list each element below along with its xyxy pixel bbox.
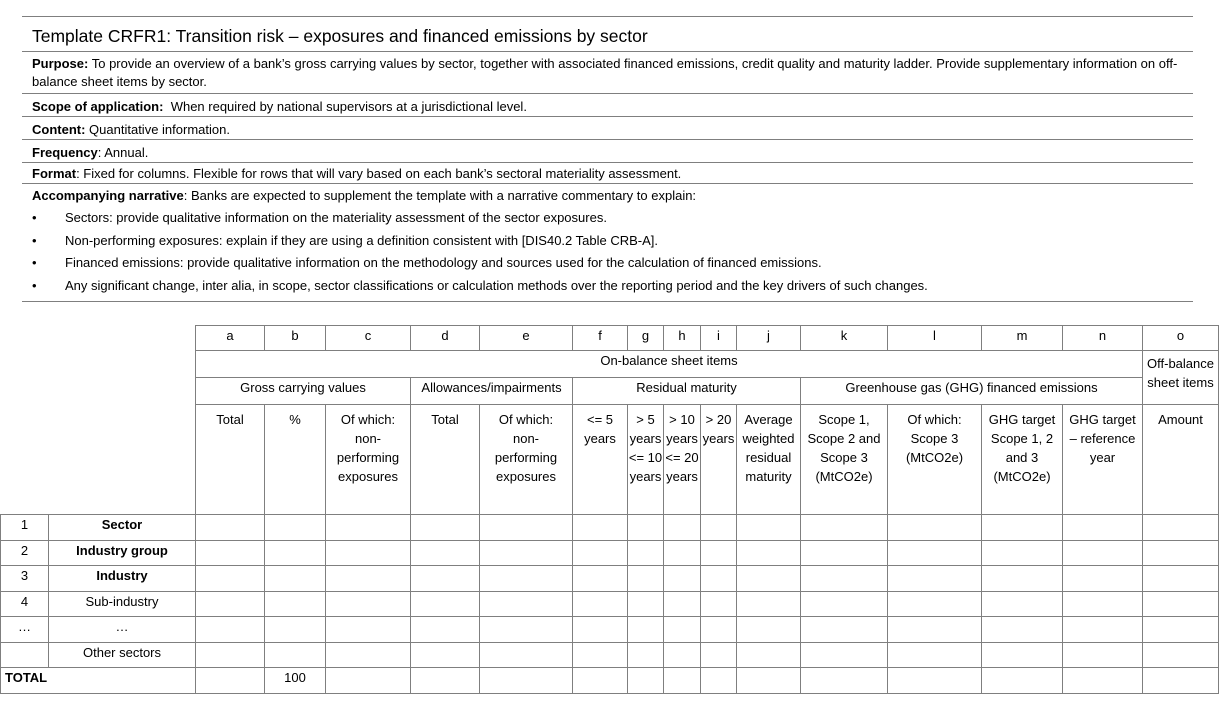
bullet-item — [32, 252, 1183, 275]
content-row — [22, 117, 1193, 140]
header-l: Of which: Scope 3 (MtCO2e) — [888, 405, 982, 515]
row-number: 3 — [1, 566, 49, 592]
cell-k[interactable] — [801, 668, 888, 694]
cell-k[interactable] — [801, 642, 888, 668]
cell-i[interactable] — [701, 540, 737, 566]
purpose-label: Purpose: — [32, 56, 89, 71]
cell-f[interactable] — [573, 591, 628, 617]
table-row — [1, 591, 1219, 617]
cell-i[interactable] — [701, 668, 737, 694]
col-letter-n: n — [1063, 326, 1143, 351]
cell-i[interactable] — [701, 591, 737, 617]
cell-o[interactable] — [1143, 617, 1219, 643]
col-letter-j: j — [737, 326, 801, 351]
cell-l[interactable] — [888, 591, 982, 617]
cell-m[interactable] — [982, 515, 1063, 541]
col-letter-h: h — [664, 326, 701, 351]
group-header-row — [1, 378, 1219, 405]
cell-k[interactable] — [801, 591, 888, 617]
narrative-bullets — [32, 207, 1183, 297]
cell-i[interactable] — [701, 515, 737, 541]
header-o: Amount — [1143, 405, 1219, 515]
allowances-header: Allowances/impairments — [411, 378, 573, 405]
cell-l[interactable] — [888, 617, 982, 643]
cell-b[interactable] — [265, 591, 326, 617]
narrative-row — [22, 184, 1193, 302]
purpose-row — [22, 52, 1193, 94]
cell-g[interactable] — [628, 617, 664, 643]
bullet-item — [32, 230, 1183, 253]
cell-e[interactable] — [480, 668, 573, 694]
col-letter-l: l — [888, 326, 982, 351]
cell-f[interactable] — [573, 566, 628, 592]
cell-m[interactable] — [982, 668, 1063, 694]
cell-j[interactable] — [737, 617, 801, 643]
cell-n[interactable] — [1063, 668, 1143, 694]
cell-n[interactable] — [1063, 566, 1143, 592]
total-row — [1, 668, 1219, 694]
header-m: GHG target Scope 1, 2 and 3 (MtCO2e) — [982, 405, 1063, 515]
row-number: 4 — [1, 591, 49, 617]
col-letter-m: m — [982, 326, 1063, 351]
col-letter-f: f — [573, 326, 628, 351]
scope-text: When required by national supervisors at a jurisdictional level. — [163, 99, 527, 114]
bullet-dot: • — [32, 210, 37, 225]
off-balance-header: Off-balance sheet items — [1143, 351, 1219, 405]
cell-h[interactable] — [664, 566, 701, 592]
cell-b[interactable] — [265, 566, 326, 592]
cell-n[interactable] — [1063, 540, 1143, 566]
purpose-text: To provide an overview of a bank’s gross carrying values by sector, together with associated financed emissions, credit quality and maturity ladder. Provide supplementary information on off-balance sheet items by sector. — [32, 56, 1178, 89]
cell-g[interactable] — [628, 642, 664, 668]
bullet-text: Non-performing exposures: explain if they are using a definition consistent with [DIS40.2 Table CRB-A]. — [65, 232, 659, 248]
balance-header-row — [1, 351, 1219, 378]
cell-j[interactable] — [737, 591, 801, 617]
table-row — [1, 515, 1219, 541]
bullet-dot: • — [32, 232, 37, 248]
cell-i[interactable] — [701, 566, 737, 592]
bullet-dot: • — [32, 277, 37, 293]
cell-m[interactable] — [982, 591, 1063, 617]
row-label: … — [49, 617, 196, 643]
cell-n[interactable] — [1063, 515, 1143, 541]
narrative-text: : Banks are expected to supplement the template with a narrative commentary to explain: — [183, 188, 697, 203]
crfr1-table — [0, 325, 1219, 694]
detail-header-row — [1, 405, 1219, 515]
cell-m[interactable] — [982, 566, 1063, 592]
cell-e[interactable] — [480, 566, 573, 592]
cell-f[interactable] — [573, 642, 628, 668]
col-letter-g: g — [628, 326, 664, 351]
cell-d[interactable] — [411, 668, 480, 694]
cell-e[interactable] — [480, 642, 573, 668]
narrative-label: Accompanying narrative — [32, 188, 184, 203]
cell-j[interactable] — [737, 540, 801, 566]
cell-n[interactable] — [1063, 642, 1143, 668]
cell-g[interactable] — [628, 668, 664, 694]
col-letter-i: i — [701, 326, 737, 351]
cell-k[interactable] — [801, 540, 888, 566]
col-letter-o: o — [1143, 326, 1219, 351]
cell-h[interactable] — [664, 515, 701, 541]
cell-m[interactable] — [982, 642, 1063, 668]
frequency-text: : Annual. — [97, 145, 149, 160]
cell-l[interactable] — [888, 668, 982, 694]
cell-b[interactable] — [265, 515, 326, 541]
cell-g[interactable] — [628, 540, 664, 566]
cell-d[interactable] — [411, 515, 480, 541]
cell-k[interactable] — [801, 566, 888, 592]
header-j: Average weighted residual maturity — [737, 405, 801, 515]
template-header — [22, 16, 1193, 302]
cell-f[interactable] — [573, 617, 628, 643]
col-letter-b: b — [265, 326, 326, 351]
cell-k[interactable] — [801, 617, 888, 643]
cell-f[interactable] — [573, 515, 628, 541]
cell-l[interactable] — [888, 540, 982, 566]
cell-o[interactable] — [1143, 642, 1219, 668]
header-c: Of which: non-performing exposures — [326, 405, 411, 515]
cell-j[interactable] — [737, 668, 801, 694]
cell-g[interactable] — [628, 515, 664, 541]
format-text: : Fixed for columns. Flexible for rows that will vary based on each bank’s sectoral materiality assessment. — [76, 166, 682, 181]
header-a: Total — [196, 405, 265, 515]
scope-row — [22, 94, 1193, 117]
cell-o[interactable] — [1143, 591, 1219, 617]
cell-l[interactable] — [888, 515, 982, 541]
cell-l[interactable] — [888, 642, 982, 668]
format-row — [22, 163, 1193, 184]
bullet-item — [32, 275, 1183, 298]
header-n: GHG target – reference year — [1063, 405, 1143, 515]
cell-j[interactable] — [737, 642, 801, 668]
table-row — [1, 617, 1219, 643]
header-k: Scope 1, Scope 2 and Scope 3 (MtCO2e) — [801, 405, 888, 515]
cell-h[interactable] — [664, 642, 701, 668]
cell-c[interactable] — [326, 566, 411, 592]
cell-c[interactable] — [326, 617, 411, 643]
frequency-label: Frequency — [32, 145, 98, 160]
cell-o[interactable] — [1143, 515, 1219, 541]
cell-a[interactable] — [196, 617, 265, 643]
bullet-text: Sectors: provide qualitative information on the materiality assessment of the sector exposures. — [65, 210, 607, 225]
cell-a[interactable] — [196, 642, 265, 668]
ghg-emissions-header: Greenhouse gas (GHG) financed emissions — [801, 378, 1143, 405]
row-label: Industry — [49, 566, 196, 592]
header-i: > 20 years — [701, 405, 737, 515]
cell-e[interactable] — [480, 515, 573, 541]
cell-h[interactable] — [664, 668, 701, 694]
cell-o[interactable] — [1143, 566, 1219, 592]
header-e: Of which: non-performing exposures — [480, 405, 573, 515]
header-g: > 5 years <= 10 years — [628, 405, 664, 515]
cell-a[interactable] — [196, 668, 265, 694]
cell-j[interactable] — [737, 566, 801, 592]
bullet-dot: • — [32, 255, 37, 270]
cell-d[interactable] — [411, 591, 480, 617]
table-row — [1, 566, 1219, 592]
bullet-item — [32, 207, 1183, 230]
cell-i[interactable] — [701, 642, 737, 668]
content-text: Quantitative information. — [85, 122, 230, 137]
cell-a[interactable] — [196, 591, 265, 617]
row-number: 1 — [1, 515, 49, 541]
cell-l[interactable] — [888, 566, 982, 592]
cell-e[interactable] — [480, 591, 573, 617]
cell-h[interactable] — [664, 617, 701, 643]
cell-b[interactable] — [265, 642, 326, 668]
cell-h[interactable] — [664, 540, 701, 566]
cell-d[interactable] — [411, 540, 480, 566]
bullet-text: Any significant change, inter alia, in scope, sector classifications or calculation methods over the reporting period and the key drivers of such changes. — [65, 277, 928, 293]
on-balance-header: On-balance sheet items — [196, 351, 1143, 378]
cell-f[interactable] — [573, 540, 628, 566]
col-letter-c: c — [326, 326, 411, 351]
cell-h[interactable] — [664, 591, 701, 617]
cell-e[interactable] — [480, 540, 573, 566]
scope-label: Scope of application: — [32, 99, 164, 114]
row-label: Other sectors — [49, 642, 196, 668]
header-b: % — [265, 405, 326, 515]
col-letter-k: k — [801, 326, 888, 351]
row-number: 2 — [1, 540, 49, 566]
cell-o[interactable] — [1143, 540, 1219, 566]
total-label: TOTAL — [1, 668, 196, 694]
cell-i[interactable] — [701, 617, 737, 643]
total-percent: 100 — [265, 668, 326, 694]
cell-m[interactable] — [982, 540, 1063, 566]
cell-b[interactable] — [265, 540, 326, 566]
row-label: Sub-industry — [49, 591, 196, 617]
row-number — [1, 642, 49, 668]
cell-b[interactable] — [265, 617, 326, 643]
column-letter-row — [1, 326, 1219, 351]
frequency-row — [22, 140, 1193, 163]
gross-carrying-header: Gross carrying values — [196, 378, 411, 405]
cell-g[interactable] — [628, 591, 664, 617]
header-f: <= 5 years — [573, 405, 628, 515]
format-label: Format — [32, 166, 77, 181]
cell-c[interactable] — [326, 591, 411, 617]
content-label: Content: — [32, 122, 86, 137]
cell-k[interactable] — [801, 515, 888, 541]
cell-j[interactable] — [737, 515, 801, 541]
cell-c[interactable] — [326, 642, 411, 668]
cell-n[interactable] — [1063, 591, 1143, 617]
cell-g[interactable] — [628, 566, 664, 592]
cell-c[interactable] — [326, 515, 411, 541]
cell-e[interactable] — [480, 617, 573, 643]
cell-c[interactable] — [326, 668, 411, 694]
cell-d[interactable] — [411, 617, 480, 643]
cell-f[interactable] — [573, 668, 628, 694]
row-number: … — [1, 617, 49, 643]
header-d: Total — [411, 405, 480, 515]
cell-o[interactable] — [1143, 668, 1219, 694]
cell-d[interactable] — [411, 566, 480, 592]
cell-d[interactable] — [411, 642, 480, 668]
cell-a[interactable] — [196, 566, 265, 592]
cell-a[interactable] — [196, 540, 265, 566]
table-row — [1, 540, 1219, 566]
header-h: > 10 years <= 20 years — [664, 405, 701, 515]
row-label: Industry group — [49, 540, 196, 566]
bullet-text: Financed emissions: provide qualitative information on the methodology and sources used for the calculation of financed emissions. — [65, 255, 822, 270]
col-letter-a: a — [196, 326, 265, 351]
col-letter-e: e — [480, 326, 573, 351]
cell-c[interactable] — [326, 540, 411, 566]
cell-m[interactable] — [982, 617, 1063, 643]
table-row — [1, 642, 1219, 668]
template-title: Template CRFR1: Transition risk – exposures and financed emissions by sector — [22, 17, 1193, 52]
cell-n[interactable] — [1063, 617, 1143, 643]
row-label: Sector — [49, 515, 196, 541]
cell-a[interactable] — [196, 515, 265, 541]
residual-maturity-header: Residual maturity — [573, 378, 801, 405]
col-letter-d: d — [411, 326, 480, 351]
